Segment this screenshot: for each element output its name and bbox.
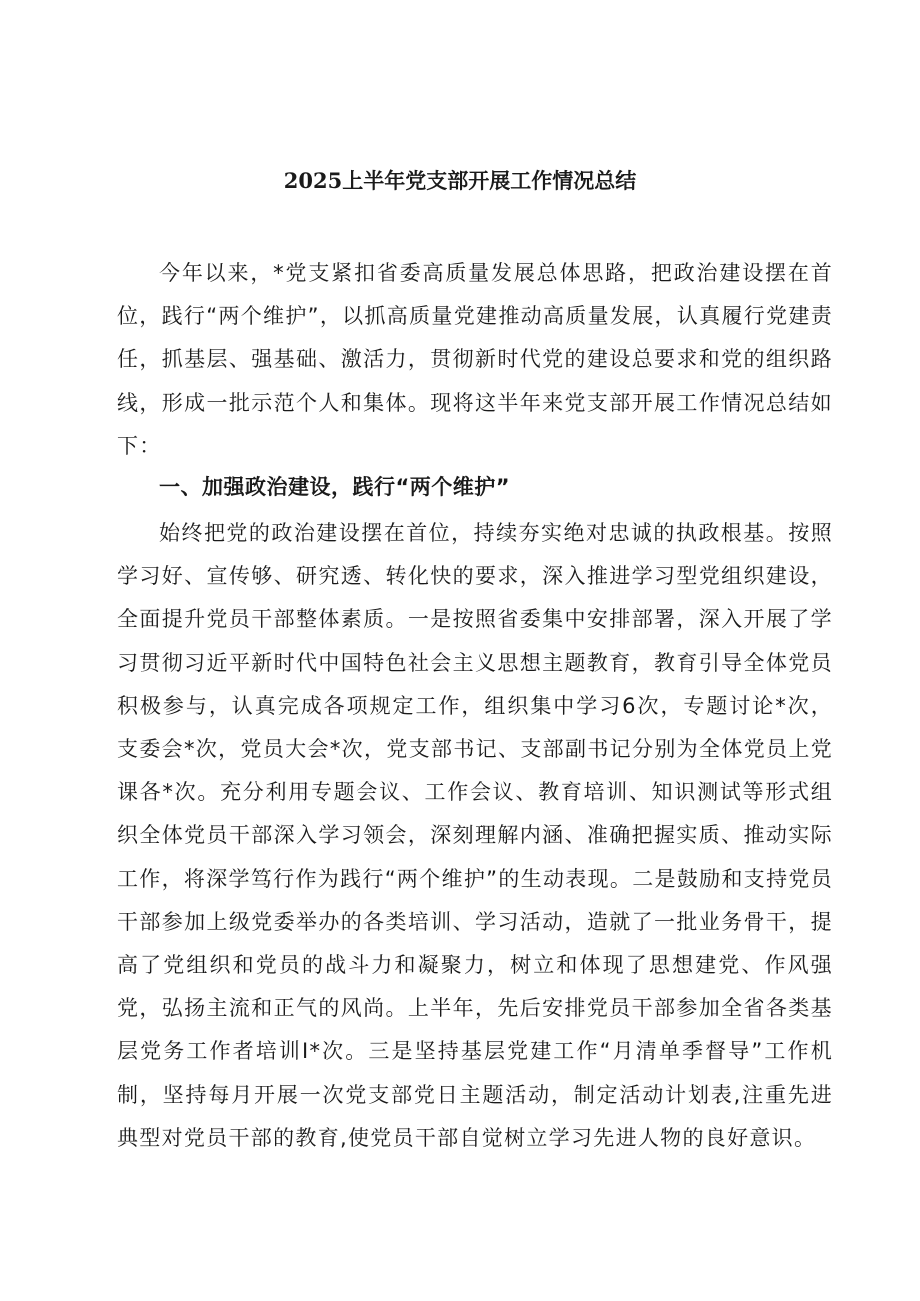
- section-1-paragraph: 始终把党的政治建设摆在首位，持续夯实绝对忠诚的执政根基。按照学习好、宣传够、研究透、转化快的要求，深入推进学习型党组织建设，全面提升党员干部整体素质。一是按照省委集中安排部署，深入开展了学习贯彻习近平新时代中国特色社会主义思想主题教育，教育引导全体党员积极参与，认真完成各项规定工作，组织集中学习6次，专题讨论*次，支委会*次，党员大会*次，党支部书记、支部副书记分别为全体党员上党课各*次。充分利用专题会议、工作会议、教育培训、知识测试等形式组织全体党员干部深入学习领会，深刻理解内涵、准确把握实质、推动实际工作，将深学笃行作为践行“两个维护”的生动表现。二是鼓励和支持党员干部参加上级党委举办的各类培训、学习活动，造就了一批业务骨干，提高了党组织和党员的战斗力和凝聚力，树立和体现了思想建党、作风强党，弘扬主流和正气的风尚。上半年，先后安排党员干部参加全省各类基层党务工作者培训I*次。三是坚持基层党建工作“月清单季督导”工作机制，坚持每月开展一次党支部党日主题活动，制定活动计划表,注重先进典型对党员干部的教育,使党员干部自觉树立学习先进人物的良好意识。: [117, 521, 833, 1150]
- intro-paragraph: 今年以来，*党支紧扣省委高质量发展总体思路，把政治建设摆在首位，践行“两个维护”，以抓高质量党建推动高质量发展，认真履行党建责任，抓基层、强基础、激活力，贯彻新时代党的建设总要求和党的组织路线，形成一批示范个人和集体。现将这半年来党支部开展工作情况总结如下：: [117, 261, 833, 458]
- section-heading-1: 一、加强政治建设，践行“两个维护”: [159, 475, 511, 499]
- document-title: 2025上半年党支部开展工作情况总结: [283, 168, 637, 193]
